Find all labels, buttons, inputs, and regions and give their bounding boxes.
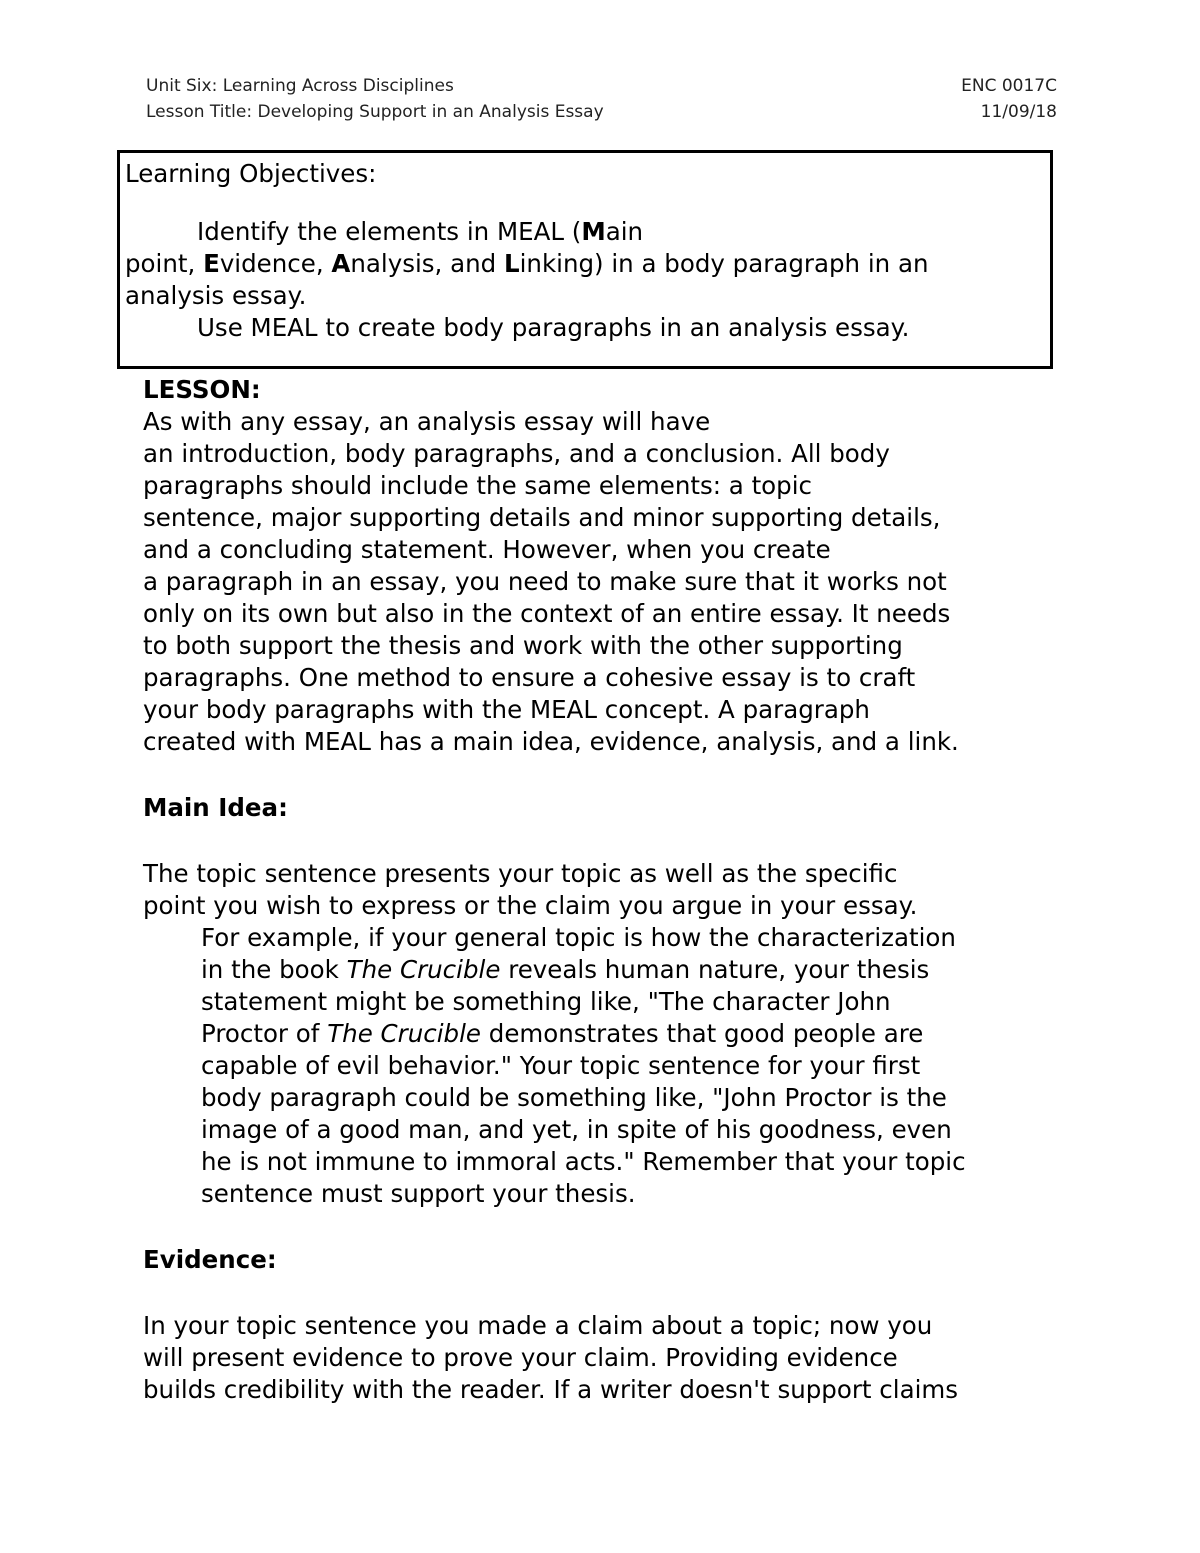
lesson-paragraph — [143, 406, 966, 758]
paragraph-line: sentence, major supporting details and minor supporting details, — [143, 503, 941, 532]
paragraph-line: paragraphs should include the same elements: a topic — [143, 471, 812, 500]
example-line: statement might be something like, "The character John — [201, 987, 891, 1016]
example-line: he is not immune to immoral acts." Remember that your topic — [201, 1147, 966, 1176]
example-line: image of a good man, and yet, in spite of his goodness, even — [201, 1115, 952, 1144]
paragraph-line: As with any essay, an analysis essay will have — [143, 407, 711, 436]
paragraph-line: and a concluding statement. However, when you create — [143, 535, 831, 564]
example-line: sentence must support your thesis. — [201, 1179, 636, 1208]
paragraph-line: builds credibility with the reader. If a writer doesn't support claims — [143, 1375, 959, 1404]
example-line: For example, if your general topic is how the characterization — [201, 923, 956, 952]
paragraph-line: to both support the thesis and work with the other supporting — [143, 631, 903, 660]
example-line: body paragraph could be something like, "John Proctor is the — [201, 1083, 947, 1112]
main-idea-heading: Main Idea: — [143, 793, 288, 822]
paragraph-line: created with MEAL has a main idea, evidence, analysis, and a link. — [143, 727, 959, 756]
example-line: in the book The Crucible reveals human nature, your thesis — [201, 955, 930, 984]
objective-1-continued: point, Evidence, Analysis, and Linking) in a body paragraph in an — [125, 249, 929, 278]
learning-objectives-content — [125, 158, 929, 344]
header-course: ENC 0017C — [961, 76, 1057, 96]
paragraph-line: point you wish to express or the claim you argue in your essay. — [143, 891, 918, 920]
evidence-paragraph — [143, 1310, 966, 1406]
paragraph-line: paragraphs. One method to ensure a cohesive essay is to craft — [143, 663, 916, 692]
header-unit: Unit Six: Learning Across Disciplines — [146, 76, 454, 96]
learning-objectives-title: Learning Objectives: — [125, 159, 377, 188]
objective-2-line: Use MEAL to create body paragraphs in an analysis essay. — [197, 313, 910, 342]
main-idea-paragraph — [143, 858, 966, 922]
evidence-heading: Evidence: — [143, 1245, 277, 1274]
paragraph-line: a paragraph in an essay, you need to make sure that it works not — [143, 567, 947, 596]
objective-1-end: analysis essay. — [125, 281, 307, 310]
learning-objectives-box — [117, 150, 1053, 369]
book-title: The Crucible — [346, 955, 501, 984]
book-title: The Crucible — [327, 1019, 481, 1048]
lesson-content — [143, 374, 966, 1406]
header-date: 11/09/18 — [980, 102, 1057, 122]
example-line: Proctor of The Crucible demonstrates that good people are — [201, 1019, 924, 1048]
paragraph-line: your body paragraphs with the MEAL concept. A paragraph — [143, 695, 870, 724]
paragraph-line: The topic sentence presents your topic as well as the specific — [143, 859, 898, 888]
main-idea-example — [143, 922, 966, 1210]
paragraph-line: will present evidence to prove your claim. Providing evidence — [143, 1343, 898, 1372]
paragraph-line: only on its own but also in the context of an entire essay. It needs — [143, 599, 951, 628]
header-lesson-title: Lesson Title: Developing Support in an Analysis Essay — [146, 102, 604, 122]
objective-1-line: Identify the elements in MEAL (Main — [197, 217, 644, 246]
paragraph-line: an introduction, body paragraphs, and a conclusion. All body — [143, 439, 890, 468]
paragraph-line: In your topic sentence you made a claim about a topic; now you — [143, 1311, 933, 1340]
lesson-heading: LESSON: — [143, 375, 261, 404]
example-line: capable of evil behavior." Your topic sentence for your first — [201, 1051, 921, 1080]
